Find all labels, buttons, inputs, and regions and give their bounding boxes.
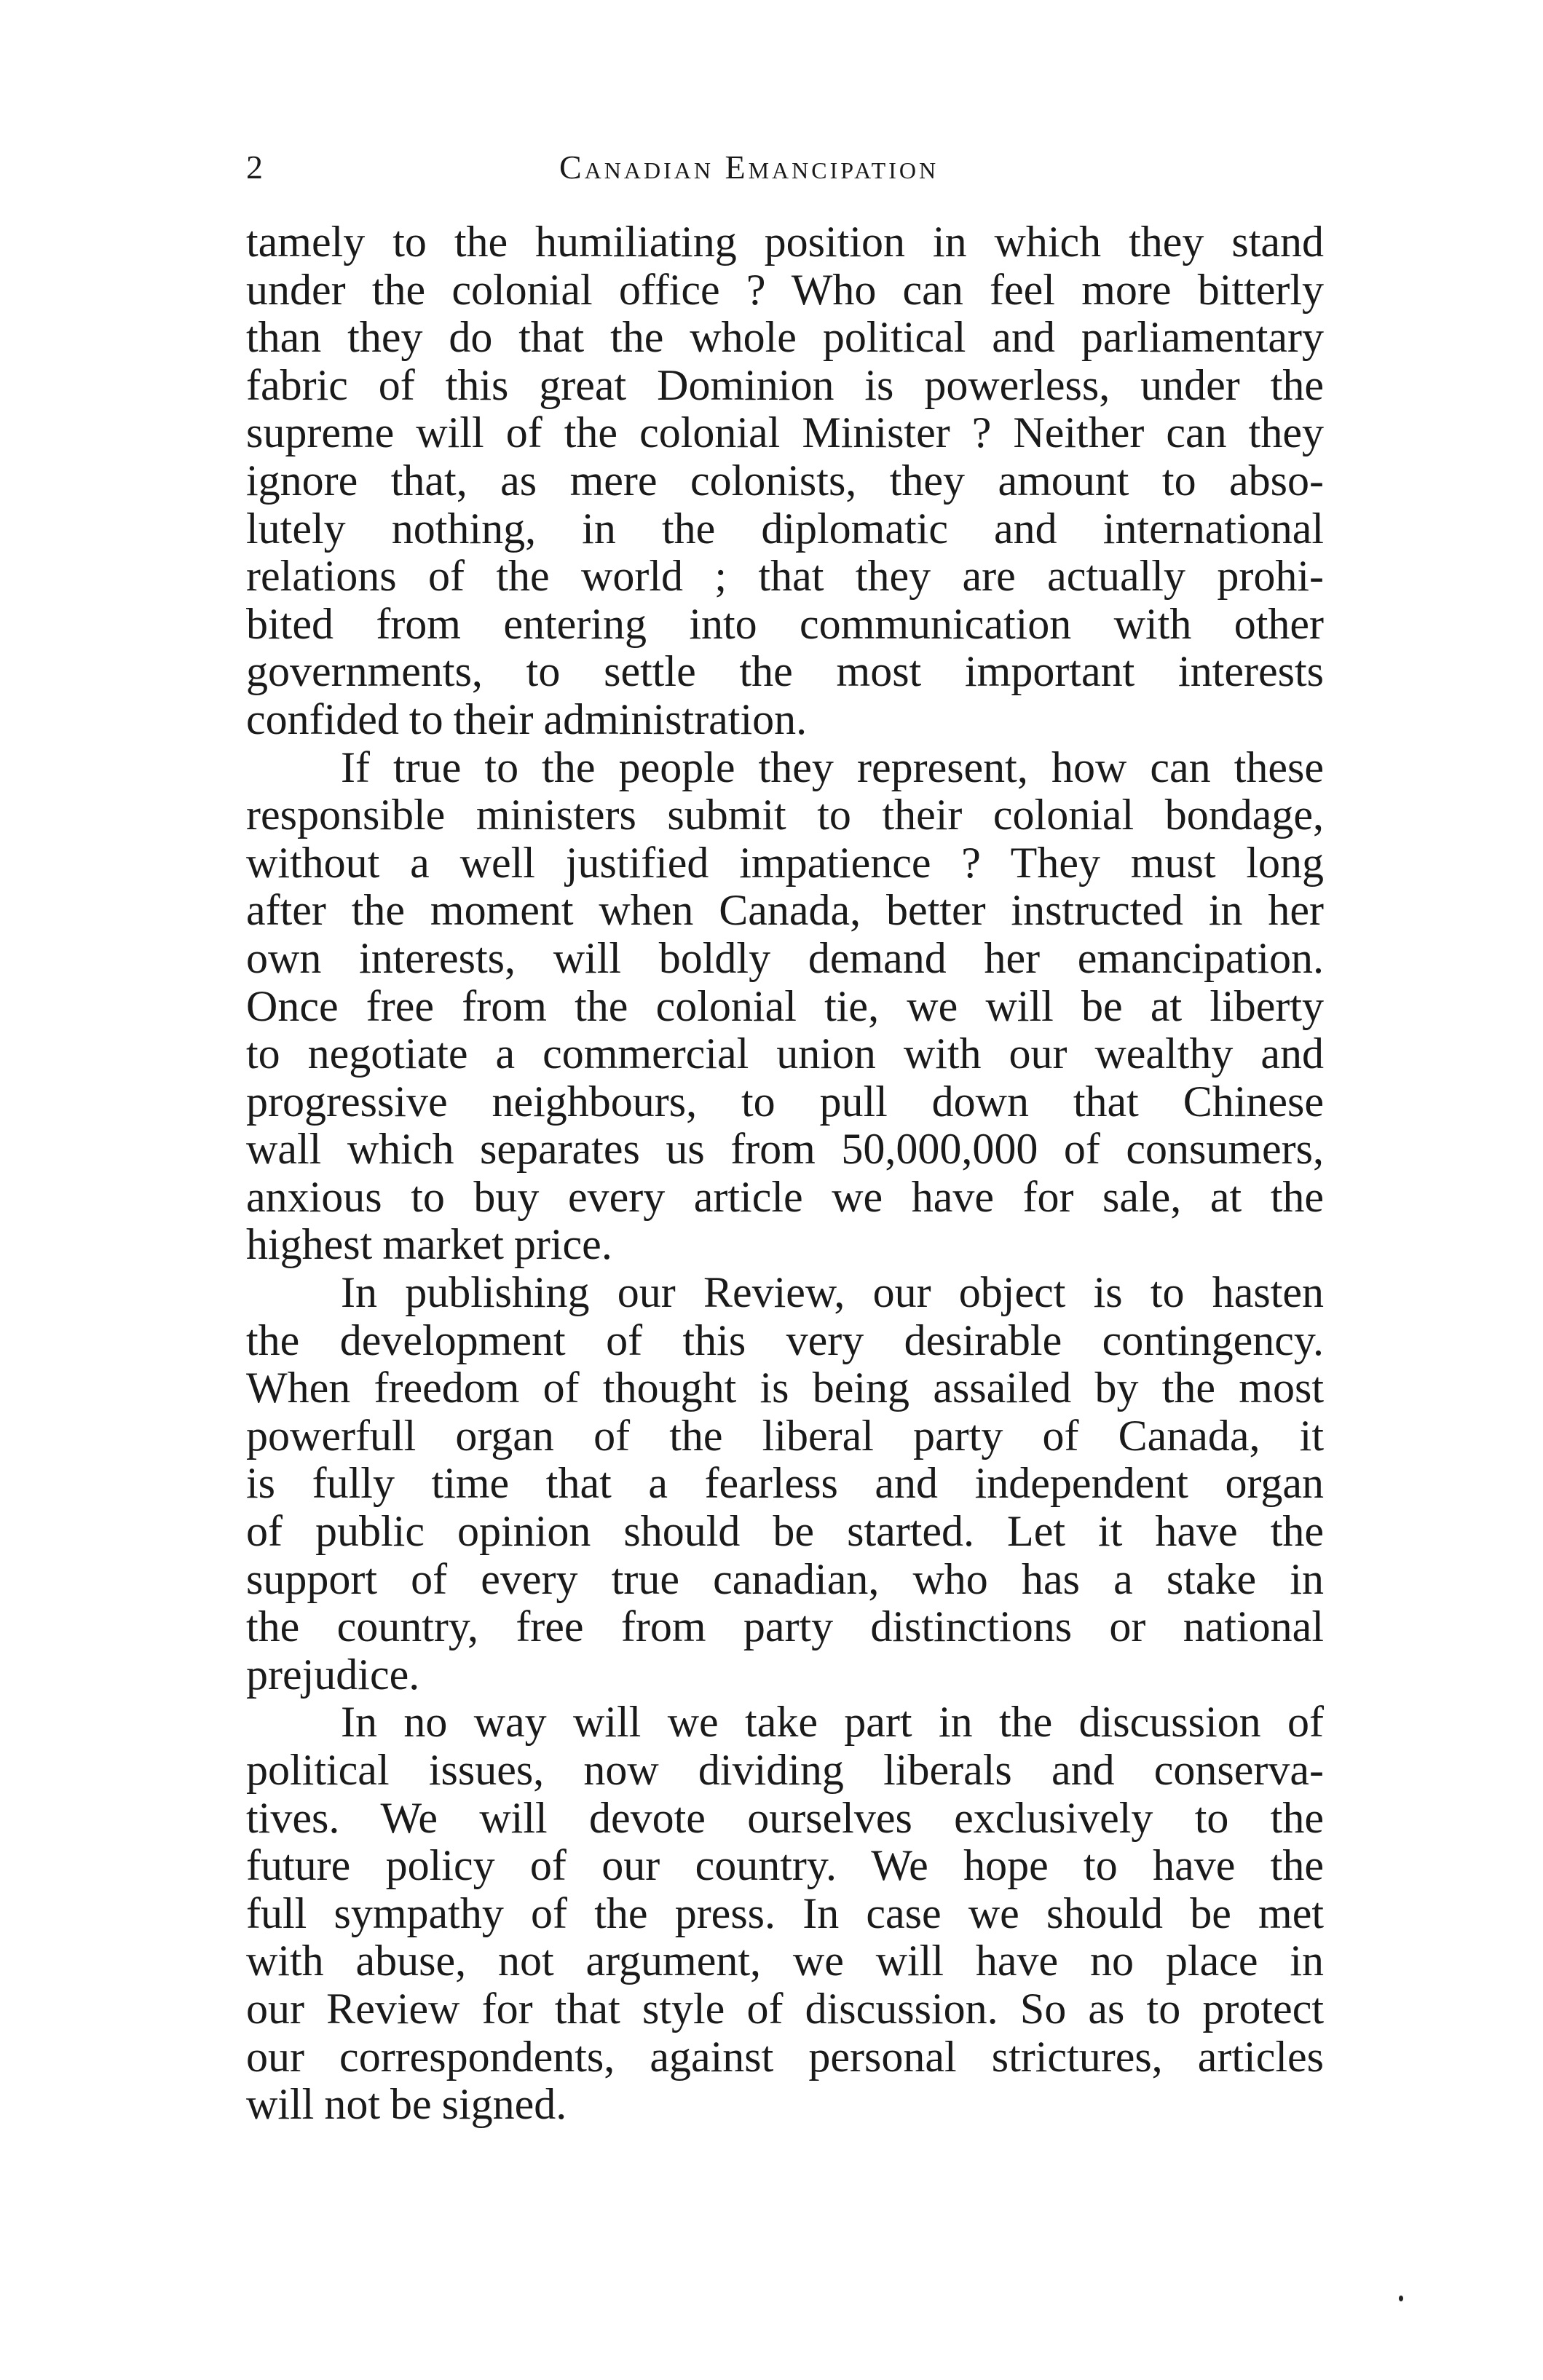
- text-line: our correspondents, against personal strictures, articles: [246, 2033, 1324, 2081]
- body-text: [246, 218, 1324, 2129]
- text-line: bited from entering into communication with other: [246, 600, 1324, 648]
- text-line: progressive neighbours, to pull down that Chinese: [246, 1078, 1324, 1126]
- text-line: When freedom of thought is being assailed by the most: [246, 1364, 1324, 1412]
- paragraph-3: [246, 1269, 1324, 1699]
- text-line: without a well justified impatience ? They must long: [246, 839, 1324, 887]
- text-line: the country, free from party distinctions or national: [246, 1603, 1324, 1651]
- text-line: confided to their administration.: [246, 695, 808, 743]
- paragraph-2: [246, 744, 1324, 1270]
- page-header: [246, 146, 1324, 189]
- text-line: future policy of our country. We hope to have the: [246, 1842, 1324, 1890]
- page-number: 2: [246, 149, 263, 186]
- text-line: relations of the world ; that they are actually prohi-: [246, 553, 1324, 601]
- text-line: powerfull organ of the liberal party of Canada, it: [246, 1412, 1324, 1460]
- ink-speck: [1399, 2296, 1403, 2301]
- text-line: anxious to buy every article we have for sale, at the: [246, 1173, 1324, 1221]
- text-line: under the colonial office ? Who can feel more bitterly: [246, 266, 1324, 314]
- text-line: after the moment when Canada, better instructed in her: [246, 887, 1324, 935]
- text-line: In no way will we take part in the discussion of: [341, 1699, 1324, 1747]
- text-line: Once free from the colonial tie, we will be at liberty: [246, 982, 1324, 1030]
- text-line: full sympathy of the press. In case we should be met: [246, 1889, 1324, 1937]
- text-line: support of every true canadian, who has a stake in: [246, 1555, 1324, 1603]
- text-line: If true to the people they represent, how can these: [341, 743, 1324, 791]
- text-line: to negotiate a commercial union with our wealthy and: [246, 1030, 1324, 1078]
- text-line: is fully time that a fearless and independent organ: [246, 1460, 1324, 1508]
- text-line: our Review for that style of discussion. So as to protect: [246, 1985, 1324, 2033]
- text-line: fabric of this great Dominion is powerless, under the: [246, 361, 1324, 409]
- text-line: prejudice.: [246, 1650, 420, 1699]
- text-line: In publishing our Review, our object is to hasten: [341, 1269, 1324, 1317]
- running-head: Canadian Emancipation: [559, 149, 939, 186]
- text-line: tamely to the humiliating position in which they stand: [246, 218, 1324, 266]
- text-line: own interests, will boldly demand her emancipation.: [246, 934, 1324, 982]
- text-line: tives. We will devote ourselves exclusively to the: [246, 1794, 1324, 1842]
- text-line: with abuse, not argument, we will have no place in: [246, 1937, 1324, 1985]
- text-line: will not be signed.: [246, 2081, 567, 2129]
- text-line: highest market price.: [246, 1221, 612, 1269]
- text-line: lutely nothing, in the diplomatic and international: [246, 505, 1324, 553]
- text-line: governments, to settle the most important interests: [246, 648, 1324, 696]
- text-line: of public opinion should be started. Let it have the: [246, 1508, 1324, 1556]
- text-line: political issues, now dividing liberals and conserva-: [246, 1747, 1324, 1794]
- paragraph-1: [246, 218, 1324, 744]
- text-line: than they do that the whole political and parliamentary: [246, 314, 1324, 362]
- text-line: supreme will of the colonial Minister ? Neither can they: [246, 409, 1324, 457]
- text-line: ignore that, as mere colonists, they amount to abso-: [246, 456, 1324, 505]
- paragraph-4: [246, 1699, 1324, 2128]
- text-line: the development of this very desirable contingency.: [246, 1316, 1324, 1364]
- text-line: responsible ministers submit to their colonial bondage,: [246, 791, 1324, 839]
- text-line: wall which separates us from 50,000,000 of consumers,: [246, 1126, 1324, 1174]
